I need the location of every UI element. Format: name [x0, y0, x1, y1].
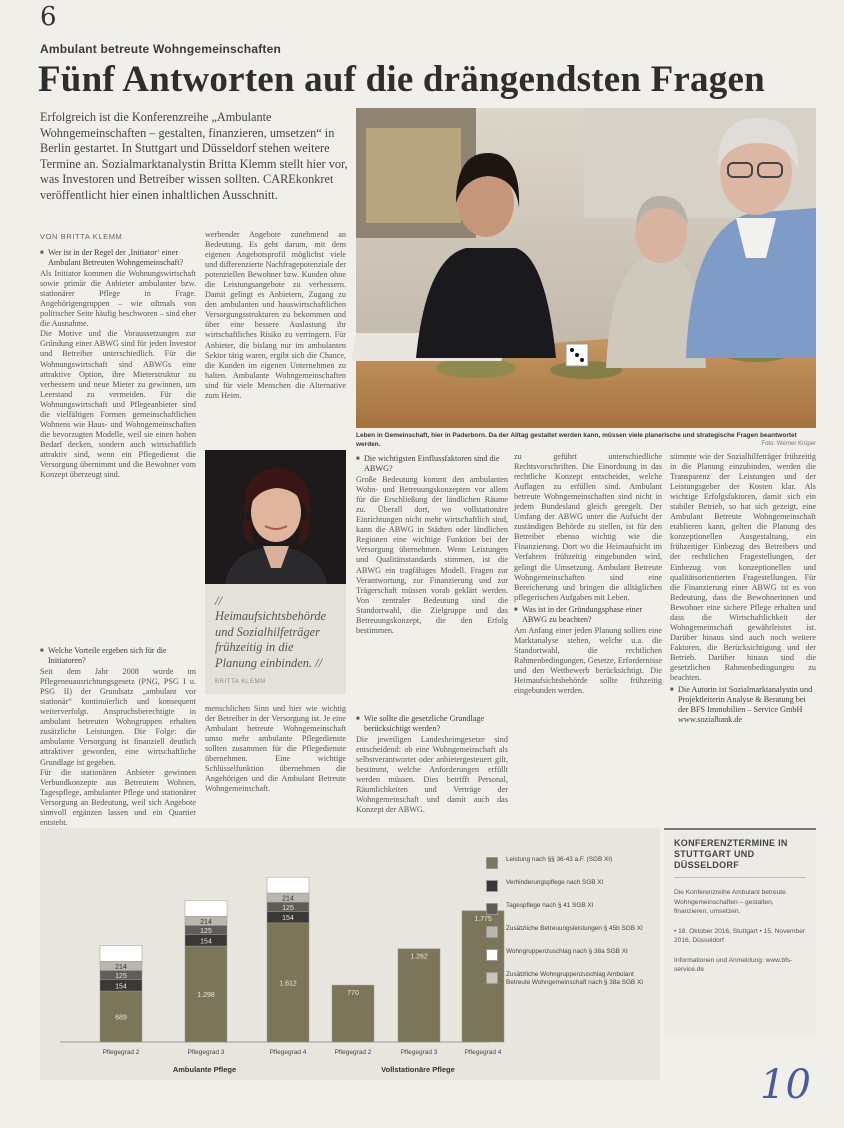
info-box-text-2: • 18. Oktober 2016, Stuttgart • 15. November 2016, Düsseldorf	[674, 927, 806, 944]
legend-label: Zusätzliche Wohngruppenzuschlag Ambulant Betreute Wohngemeinschaft nach § 38a SGB XI	[506, 971, 644, 986]
pull-quote-author: BRITTA KLEMM	[215, 679, 266, 686]
info-box-title: KONFERENZTERMINE IN STUTTGART UND DÜSSELDORF	[674, 838, 806, 878]
legend-swatch	[486, 857, 498, 869]
bar-value-label: 125	[115, 973, 127, 981]
x-tick-label: Pflegegrad 2	[334, 1049, 372, 1056]
info-box-text-3: Informationen und Anmeldung: www.bfs-service.de	[674, 956, 793, 973]
group-label: Vollstationäre Pflege	[381, 1065, 455, 1074]
byline: VON BRITTA KLEMM	[40, 232, 123, 241]
pull-quote	[205, 584, 346, 694]
question-heading: ■ Die Autorin ist Sozialmarktanalystin und Projektleiterin Analyse & Beratung bei der BFS Immobilien – Service GmbH www.sozialbank.de	[670, 685, 816, 725]
paragraph: werbender Angebote zunehmend an Bedeutung. Es geht darum, mit dem eigenen Angebotsprofil möglichst viele und differenzierte Nachfragepotenziale der potenziellen Bewohner bzw. Kunden ohne die Leistungsangebote zu verbessern. Damit gelingt es Anbietern, Zugang zu den ambulanten und hauswirtschaftlichen Versorgungsstrukturen zu bekommen und über eine bessere Auslastung ihr wirtschaftliches Risiko zu verringern. Für Anbieter, die bislang nur im ambulanten Sektor tätig waren, ergibt sich die Chance, die Kunden im eigenen Unternehmen zu halten. Ambulante Wohngemeinschaften sind für viele Menschen die Alternative zum Heim.	[205, 230, 346, 400]
paragraph: Am Anfang einer jeden Planung sollten eine Marktanalyse stehen, welche u.a. die Standortwahl, die rechtlichen Rahmenbedingungen, Gesetze, Erfordernisse und den Wettbewerb berücksichtigt. Die Heimaufsichtsbehörde sollte frühzeitig eingebunden werden.	[514, 625, 662, 696]
legend-label: Verhinderungspflege nach SGB XI	[506, 879, 604, 886]
question-heading: ■ Die wichtigsten Einflussfaktoren sind die ABWG?	[356, 454, 508, 474]
bar-value-label: 154	[282, 915, 294, 923]
chart-legend	[486, 856, 656, 994]
x-tick-label: Pflegegrad 4	[269, 1049, 307, 1056]
text-column-1-bottom	[40, 644, 196, 827]
info-box-text-1: Die Konferenzreihe Ambulant betreute Wohngemeinschaften – gestalten, finanzieren, umsetzen.	[674, 889, 786, 915]
photo-credit: Foto: Werner Krüper	[761, 441, 816, 447]
text-column-3-bottom	[356, 712, 508, 814]
author-portrait	[205, 450, 346, 584]
photo-caption: Leben in Gemeinschaft, hier in Paderborn. Da der Alltag gestaltet werden kann, müssen viele planerische und strategische Fragen beantwortet werden.	[356, 432, 797, 448]
stacked-bar-chart	[40, 828, 502, 1080]
headline: Fünf Antworten auf die drängendsten Fragen	[38, 59, 765, 100]
legend-swatch	[486, 972, 498, 984]
lead-paragraph: Erfolgreich ist die Konferenzreihe „Ambulante Wohngemeinschaften – gestalten, finanzieren, umsetzen“ in Berlin gestartet. In Stuttgart und Düsseldorf stehen weitere Termine an. Sozialmarktanalystin Britta Klemm stellt hier vor, was Investoren und Betreiber wissen sollten. CAREkonkret veröffentlicht hier einen inhaltlichen Ausschnitt.	[40, 110, 348, 202]
text-column-2-top	[205, 230, 346, 442]
bar-value-label: 214	[282, 895, 294, 903]
legend-label: Wohngruppenzuschlag nach § 38a SGB XI	[506, 948, 628, 955]
paragraph: menschlichen Sinn und hier wie wichtig der Betreiber in der Versorgung ist. Je eine Ambulant betreute Wohngemeinschaft umso mehr ambulante Pflegedienste sollten zusammen für die Pflegedienste übernehmen. Eine wichtige Schlüsselfunktion übernehmen die Angehörigen und die Ambulant Betreute Wohngemeinschaft.	[205, 704, 346, 794]
bar-value-label: 125	[282, 904, 294, 912]
bar-segment	[267, 877, 309, 893]
bar-value-label: 1.775	[474, 915, 492, 923]
legend-item	[486, 879, 656, 895]
text-column-2-bottom	[205, 704, 346, 814]
bar-value-label: 154	[115, 983, 127, 991]
legend-swatch	[486, 880, 498, 892]
x-tick-label: Pflegegrad 3	[187, 1049, 225, 1056]
text-column-1-top	[40, 246, 196, 642]
paragraph: Für die stationären Anbieter gewinnen Verbundkonzepte aus Betreutem Wohnen, Tagespflege, ambulanter Pflege und stationärer Versorgung an Bedeutung, weil sich Angebote sinnvoll ergänzen lassen und ein Quartier entsteht.	[40, 767, 196, 827]
legend-label: Leistung nach §§ 36-43 a.F. (SGB XI)	[506, 856, 613, 863]
portrait-illustration	[205, 450, 346, 584]
bar-value-label: 689	[115, 1014, 127, 1022]
question-heading: ■ Was ist in der Gründungsphase einer ABWG zu beachten?	[514, 605, 662, 625]
rubric: Ambulant betreute Wohngemeinschaften	[40, 42, 282, 56]
question-heading: ■ Wer ist in der Regel der ‚Initiator‘ einer Ambulant Betreuten Wohngemeinschaft?	[40, 248, 196, 268]
legend-item	[486, 948, 656, 964]
paragraph: Große Bedeutung kommt den ambulanten Wohn- und Betreuungskonzepten vor allem für die Erschließung der ländlichen Räume zu. Überall dort, wo vollstationäre Einrichtungen nicht mehr wirtschaftlich sind, kann die ABWG in Städten oder ländlichen Regionen eine wichtige Funktion bei der Versorgung übernehmen. Wenn Leistungen und Qualitätsstandards stimmen, ist die ABWG ein tragfähiges Modell. Fragen zur Verantwortung, zur Finanzierung und zur Trägerschaft müssen vorab geklärt werden. Von zentraler Bedeutung sind die Standortwahl, die Zielgruppe und das Betreuungskonzept, die den Erfolg bestimmen.	[356, 475, 508, 635]
paragraph: stimmte wie der Sozialhilfeträger frühzeitig in die Planung einzubinden, werden die Transparenz der Leistungen und der Leistungsgeber der Kosten klar. Als wichtige Erfolgsfaktoren, damit sich ein stabiler Betrieb, so hat sich gezeigt, eine Ambulant Betreute Wohngemeinschaft etablieren kann, gelten die Planung des konzeptionellen Ausgestaltung, ein frühzeitiger Einbezug des Betreibers und der rechtlichen Fragestellungen, der Einbezug von konzeptionellen und qualitätsorientierten Fragestellungen. Für die Finanzierung einer ABWG ist es von Bedeutung, dass die Bewohnerinnen und Bewohner eine sichere Pflege erhalten und dass die Wirtschaftlichkeit der Wohngemeinschaft gewährleistet ist. Darüber hinaus sind auch noch weitere Faktoren, die Berücksichtigung und der Betrieb. Darüber hinaus sind die gesetzlichen Rahmenbedingungen zu beachten.	[670, 452, 816, 683]
chart-panel	[40, 828, 660, 1080]
conference-info-box	[664, 828, 816, 1038]
photo-illustration	[356, 108, 816, 428]
pull-quote-text: // Heimaufsichtsbehörde und Sozialhilfeträger frühzeitig in die Planung einbinden. //	[215, 594, 327, 670]
bar-segment	[100, 945, 142, 961]
article-photo	[356, 108, 816, 428]
bar-value-label: 770	[347, 990, 359, 998]
x-tick-label: Pflegegrad 3	[400, 1049, 438, 1056]
bar-segment	[185, 900, 227, 916]
legend-swatch	[486, 926, 498, 938]
handwritten-note: 10	[760, 1062, 811, 1108]
x-tick-label: Pflegegrad 2	[102, 1049, 140, 1056]
bar-value-label: 214	[115, 963, 127, 971]
legend-item	[486, 856, 656, 872]
text-column-3-top	[356, 452, 508, 710]
legend-item	[486, 971, 656, 987]
paragraph: Seit dem Jahr 2008 wurde im Pflegeneuausrichtungsgesetz (PNG, PSG I u. PSG II) der Grundsatz „ambulant vor stationär“ kontinuierlich und konsequent weiterverfolgt. Anspruchsberechtigte in ambulant betreuten Wohngruppen erhalten zusätzliche Leistungen. Die Folge: die ambulante Versorgung ist finanziell deutlich attraktiver geworden, eine wirtschaftliche Grundlage ist gegeben.	[40, 667, 196, 767]
legend-item	[486, 925, 656, 941]
x-tick-label: Pflegegrad 4	[464, 1049, 502, 1056]
bar-value-label: 125	[200, 928, 212, 936]
group-label: Ambulante Pflege	[172, 1065, 237, 1074]
paragraph: Die Motive und die Voraussetzungen zur Gründung einer ABWG sind für jeden Investor und Betreiber unterschiedlich. Für die Wohnungswirtschaft sind ABWGs eine attraktive Option, ihre Mieterstruktur zu verbessern und neue Mieter zu gewinnen, um Leerstand zu vermeiden. Für die Wohnungswirtschaft und Pflegeanbieter sind die vielfältigen Formen gemeinschaftlichen Wohnens wie Haus- und Wohngemeinschaften die bevorzugten Modelle, weil sie einen hohen Bedarf decken, sondern auch wirtschaftlich attraktiv sind, wenn ein Pflegedienst die Versorgung übernimmt und die Bewohner vom Konzept überzeugt sind.	[40, 329, 196, 480]
paragraph: Als Initiator kommen die Wohnungswirtschaft sowie primär die Anbieter ambulanter bzw. stationärer Pflege in Frage. Angehörigengruppen – wie oftmals von politischer Seite häufig beschworen – sind eher die Ausnahme.	[40, 269, 196, 329]
page-number: 6	[40, 2, 57, 32]
legend-label: Tagespflege nach § 41 SGB XI	[506, 902, 594, 909]
bar-value-label: 1.612	[279, 980, 297, 988]
bar-value-label: 154	[200, 938, 212, 946]
legend-label: Zusätzliche Betreuungsleistungen § 45b SGB XI	[506, 925, 643, 932]
question-heading: ■ Welche Vorteile ergeben sich für die Initiatoren?	[40, 646, 196, 666]
paragraph: Die jeweiligen Landesheimgesetze sind entscheidend: ob eine Wohngemeinschaft als selbstverantwortet oder anbietergesteuert gilt, bestimmt, welche Anforderungen erfüllt werden müssen. Dies betrifft Personal, Räumlichkeiten und Verträge der Wohngemeinschaft und damit auch das Konzept der ABWG.	[356, 735, 508, 815]
text-column-4	[514, 452, 662, 814]
text-column-5	[670, 452, 816, 814]
legend-swatch	[486, 903, 498, 915]
question-heading: ■ Wie sollte die gesetzliche Grundlage berücksichtigt werden?	[356, 714, 508, 734]
legend-item	[486, 902, 656, 918]
bar-value-label: 214	[200, 918, 212, 926]
legend-swatch	[486, 949, 498, 961]
bar-value-label: 1.262	[410, 953, 428, 961]
bar-value-label: 1.298	[197, 992, 215, 1000]
paragraph: zu geführt unterschiedliche Rechtsvorschriften. Die Einordnung in das rechtliche Konzept entscheidet, welche Auflagen zu erfüllen sind. Ambulant betreute Wohngemeinschaften sind nicht in jedem Bundesland gleich geregelt. Der Umfang der ABWG unter die Aufsicht der zuständigen Behörde zu stellen, ist für den Betreiber ebenso wichtig wie die Finanzierung. Dort wo die Heimaufsicht im Verfahren frühzeitig eingebunden wird, gelingt die Umsetzung. Ambulant Betreute Wohngemeinschaften sind eine Bereicherung und bringen die alltäglichen pflegerischen Aufgaben mit Leben.	[514, 452, 662, 602]
bar-segment	[398, 949, 440, 1042]
